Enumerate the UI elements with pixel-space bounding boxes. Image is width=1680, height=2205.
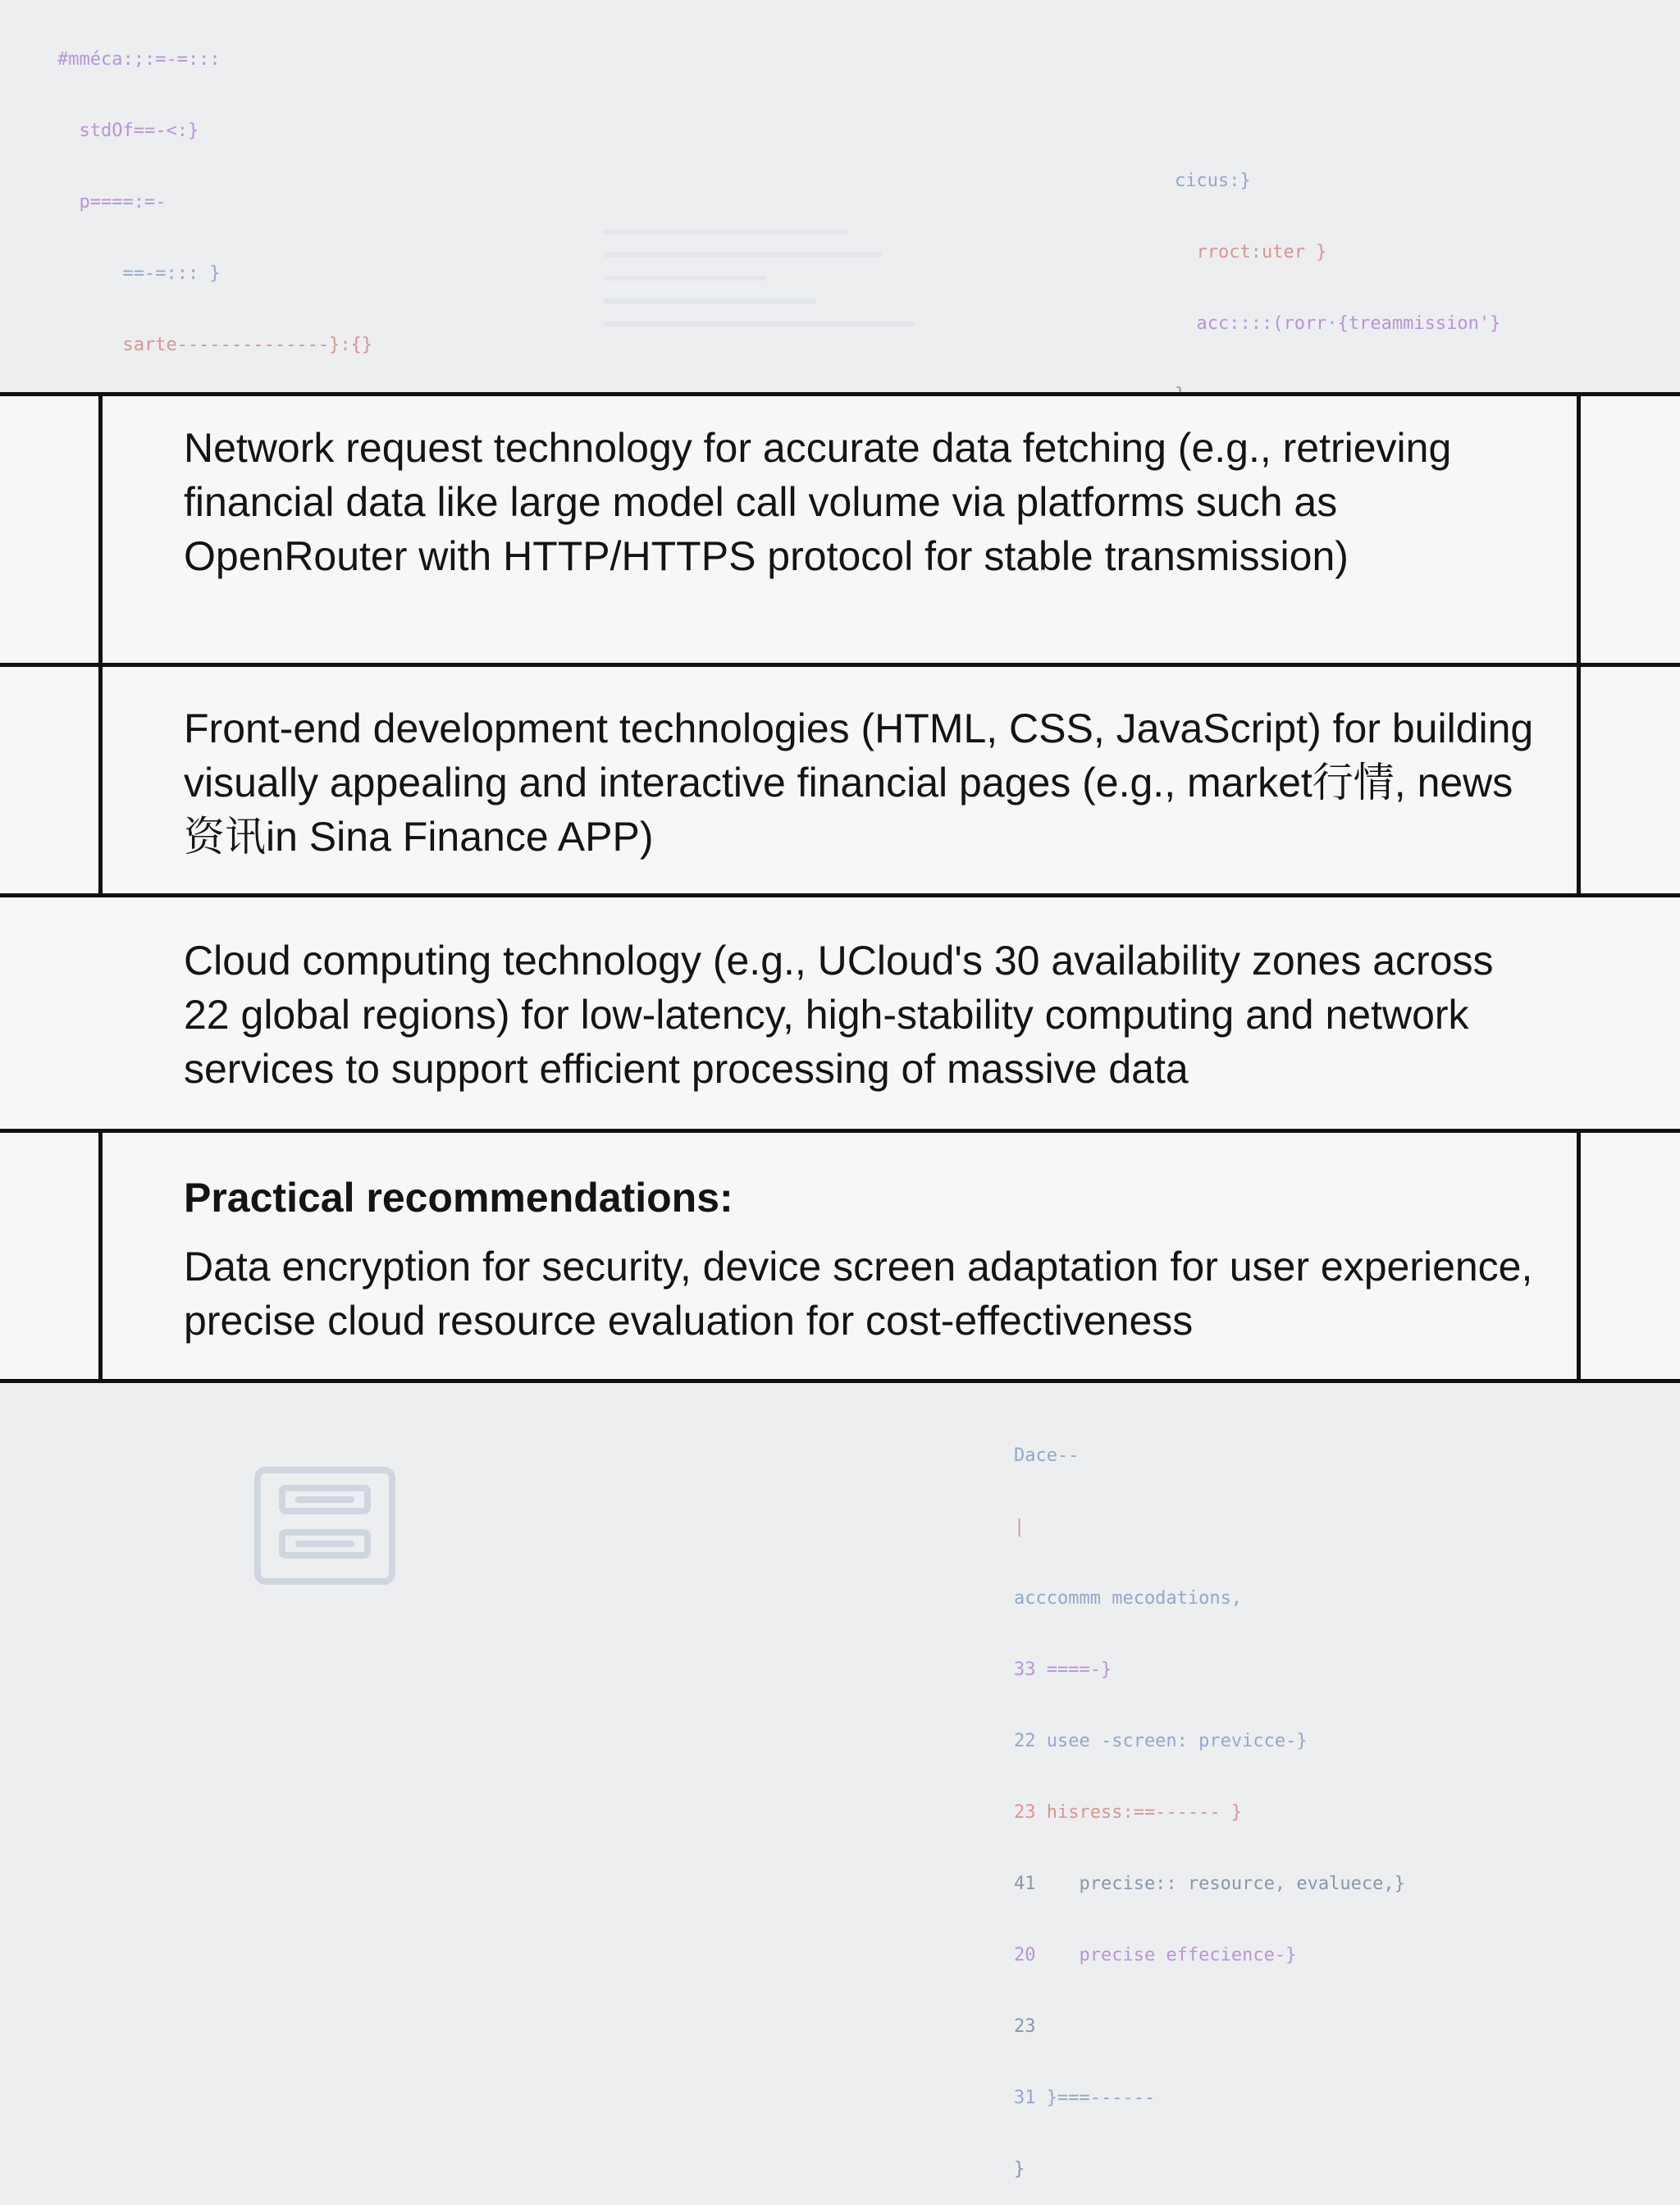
- code-line: p====:=-: [57, 192, 167, 212]
- table-row: [0, 893, 1680, 1129]
- technology-table: [0, 392, 1680, 1383]
- code-line: 41 precise:: resource, evaluece,}: [1014, 1874, 1405, 1894]
- code-line: 23: [1014, 2016, 1036, 2037]
- code-line: 31 }===------: [1014, 2088, 1156, 2108]
- code-line: }: [1014, 2159, 1025, 2180]
- code-line: ==-=::: }: [57, 263, 221, 284]
- code-line: rroct:uter }: [1175, 242, 1327, 262]
- code-line: stdOf==-<:}: [57, 121, 199, 141]
- code-line: #mméca:;:=-=:::: [57, 49, 221, 70]
- table-row: [0, 392, 1680, 663]
- code-line: 22 usee -screen: previcce-}: [1014, 1731, 1308, 1751]
- code-line: Dace--: [1014, 1445, 1080, 1466]
- table-row: [0, 663, 1680, 893]
- table-row: [0, 1129, 1680, 1383]
- background-code-snippet-top-right: [1175, 121, 1500, 431]
- code-line: acc::::(rorr·{treammission'}: [1175, 313, 1501, 334]
- table-cell-network-request: Network request technology for accurate data fetching (e.g., retrieving financial data like large model call volume via platforms such as OpenRouter with HTTP/HTTPS protocol for stable transmission): [184, 425, 1452, 579]
- code-line: 33 ====-}: [1014, 1659, 1112, 1680]
- recommendations-heading: Practical recommendations:: [184, 1175, 733, 1221]
- code-line: 20 precise effecience-}: [1014, 1945, 1297, 1965]
- code-line: |: [1014, 1517, 1025, 1537]
- code-line: acccommm mecodations,: [1014, 1588, 1243, 1609]
- table-cell-front-end: Front-end development technologies (HTML, CSS, JavaScript) for building visually appealing and interactive financial pages (e.g., market行情, news 资讯in Sina Finance APP): [184, 705, 1534, 860]
- code-line: cicus:}: [1175, 171, 1251, 191]
- server-icon: [254, 1467, 395, 1585]
- table-cell-recommendations: [184, 1133, 1545, 1348]
- background-code-snippet-bottom-right: [1014, 1396, 1405, 2205]
- code-line: sarte--------------}:{}: [57, 335, 373, 355]
- code-line: 23 hisress:==------ }: [1014, 1802, 1243, 1823]
- server-rack-bar: [279, 1529, 371, 1559]
- server-rack-bar: [279, 1485, 371, 1514]
- recommendations-text: Data encryption for security, device screen adaptation for user experience, precise cloud resource evaluation for cost-effectiveness: [184, 1244, 1533, 1344]
- table-cell-cloud-computing: Cloud computing technology (e.g., UCloud's 30 availability zones across 22 global regions) for low-latency, high-stability computing and network services to support efficient processing of massive data: [184, 938, 1494, 1092]
- background-placeholder-lines: [603, 230, 915, 345]
